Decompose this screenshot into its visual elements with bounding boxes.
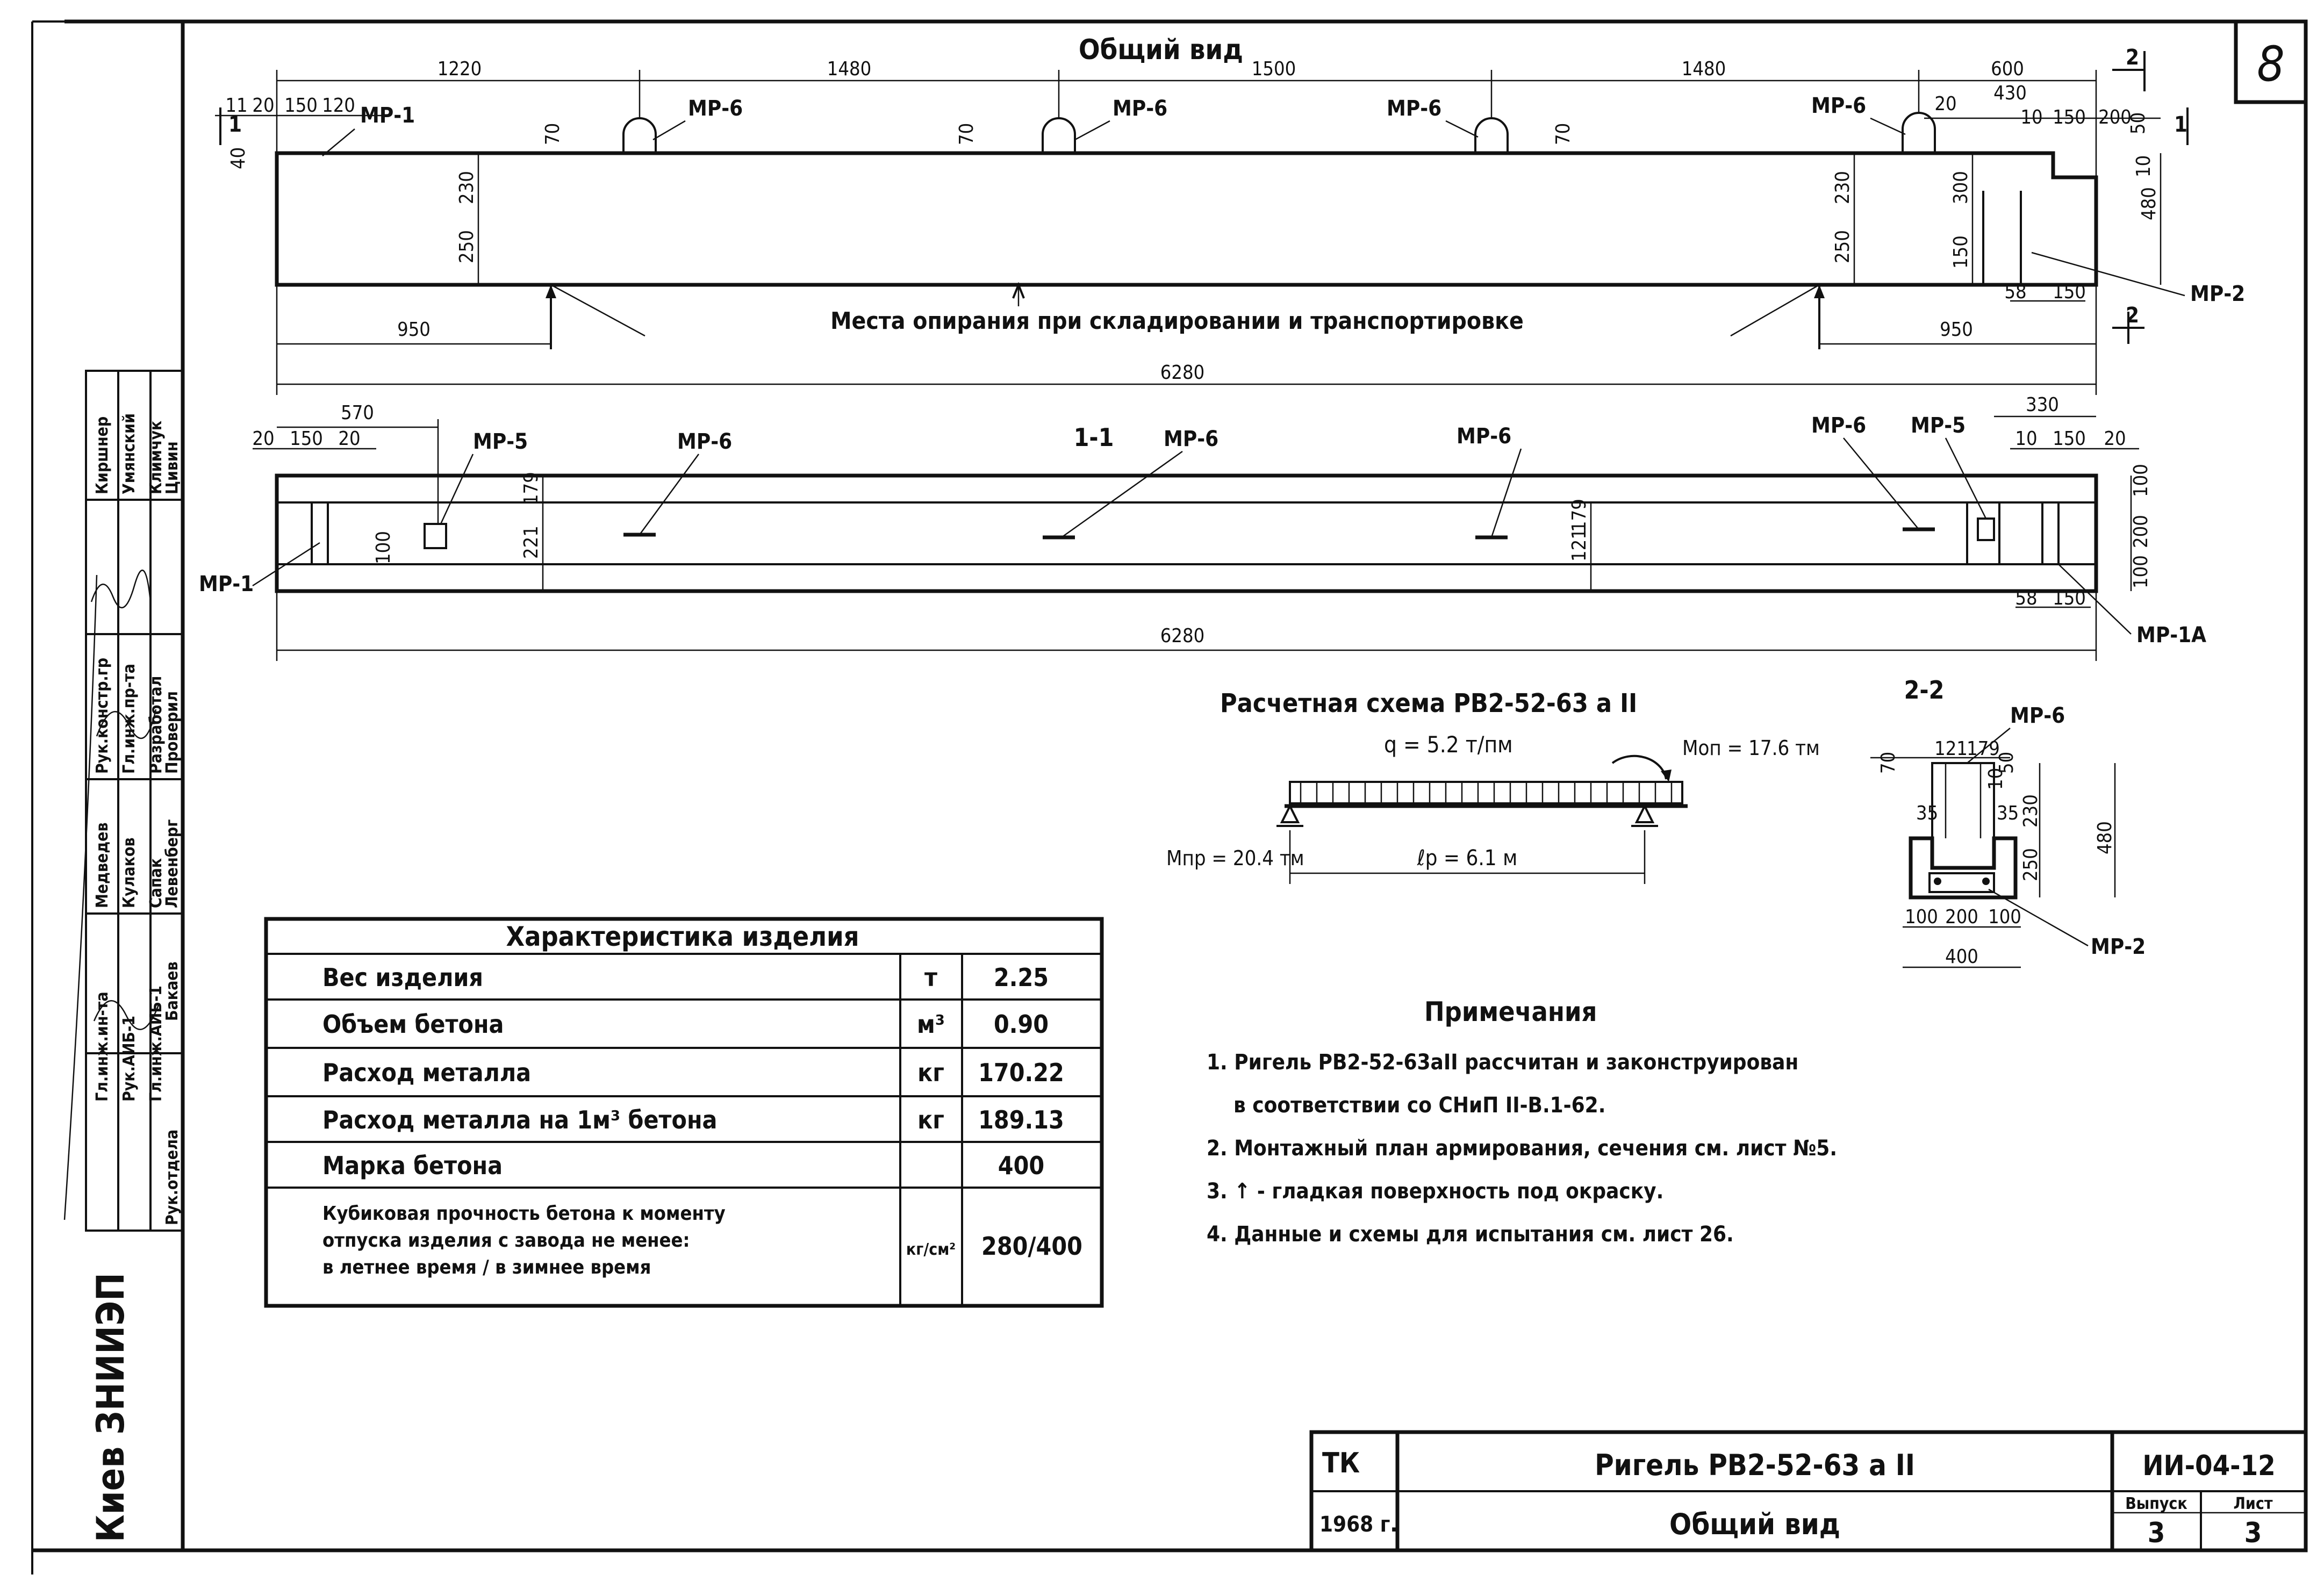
section-dim-121: 121 [1934, 738, 1968, 760]
title-subtitle: Общий вид [1669, 1507, 1840, 1541]
section-2-2-label: 2-2 [1904, 675, 1945, 704]
plan-side-100b: 100 [2130, 555, 2152, 588]
beam-plan [277, 476, 2096, 591]
plan-label-mp6-d: МР-6 [1811, 413, 1867, 438]
section-dim-480: 480 [2094, 821, 2116, 854]
section-dim-35b: 35 [1997, 802, 2019, 824]
dim-h-150: 150 [1950, 235, 1972, 269]
plan-label-mp6-a: МР-6 [677, 429, 733, 454]
title-sheet: 3 [2244, 1517, 2262, 1549]
part-label-mp6-c: МР-6 [1387, 96, 1442, 121]
note-2: 2. Монтажный план армирования, сечения см. лист №5. [1207, 1136, 1838, 1161]
row5-value: 400 [998, 1151, 1045, 1180]
title-year: 1968 г. [1319, 1512, 1398, 1537]
support-dist-right: 950 [1940, 319, 1973, 341]
stamp-role-5: Рук.констр.гр [93, 657, 112, 774]
row3-unit: кг [917, 1058, 944, 1087]
dim-loop-70-b: 70 [956, 123, 978, 145]
plan-label-mp6-b: МР-6 [1164, 427, 1219, 451]
plan-mid-221: 221 [520, 526, 542, 559]
plan-label-mp5-left: МР-5 [473, 429, 528, 454]
section-mark-1-right: 1 [2174, 112, 2188, 137]
plan-side-200: 200 [2130, 515, 2152, 548]
total-length-elev: 6280 [1160, 362, 1205, 384]
dim-left-40: 40 [227, 147, 249, 169]
plan-dim-20r: 20 [2104, 428, 2126, 450]
title-block [1311, 1432, 2306, 1550]
dim-top-3: 1500 [1251, 58, 1296, 80]
dim-loop-70-a: 70 [542, 123, 564, 145]
stamp-city: Киев ЗНИИЭП [89, 1273, 133, 1542]
section-outline [1911, 838, 2015, 897]
stamp-name-1: Медведев [93, 822, 112, 908]
dim-right-20: 20 [1934, 93, 1957, 115]
stamp-role-1: Гл.инж.ин-та [93, 991, 112, 1102]
plan-mid-179a: 179 [520, 472, 542, 505]
row4-value: 189.13 [978, 1105, 1064, 1134]
dim-h-230-left: 230 [456, 171, 478, 204]
part-label-mp6-d: МР-6 [1811, 94, 1867, 118]
plan-dim-20b: 20 [338, 428, 361, 450]
section-mark-1-left: 1 [228, 112, 242, 137]
dim-left-20: 20 [252, 95, 275, 117]
note-1: 1. Ригель РВ2-52-63аII рассчитан и законструирован [1207, 1050, 1799, 1075]
dim-h-10: 10 [2133, 155, 2155, 177]
stamp-role-2: Рук.АИБ-1 [120, 1016, 139, 1102]
row6-line3: в летнее время / в зимнее время [322, 1256, 651, 1278]
dim-h-250-left: 250 [456, 230, 478, 263]
stamp-name-5: Бакаев [163, 961, 182, 1021]
plan-dim-330: 330 [2026, 394, 2059, 416]
row2-name: Объем бетона [322, 1010, 504, 1039]
dim-h-250-right: 250 [1832, 230, 1854, 263]
row4-unit: кг [917, 1105, 944, 1134]
plan-mid-100-100: 100 [372, 531, 394, 564]
calc-scheme-title: Расчетная схема РВ2-52-63 а II [1220, 688, 1638, 718]
plan-bottom-150: 150 [2053, 587, 2086, 609]
dim-right-10: 10 [2020, 106, 2043, 128]
stamp-name-9: Цивин [163, 441, 182, 494]
stamp-name-7: Умянский [120, 413, 139, 494]
calc-moment-op: Mоп = 17.6 тм [1682, 736, 1820, 760]
calc-span: ℓр = 6.1 м [1417, 846, 1518, 871]
part-label-mp1-elev: МР-1 [360, 103, 415, 128]
plan-section-label: 1-1 [1073, 423, 1114, 452]
note-4: 4. Данные и схемы для испытания см. лист 26. [1207, 1222, 1734, 1247]
note-3: 3. ↑ - гладкая поверхность под окраску. [1207, 1179, 1664, 1204]
dim-h-480: 480 [2138, 187, 2160, 220]
plan-dim-10: 10 [2015, 428, 2038, 450]
row2-value: 0.90 [993, 1010, 1049, 1039]
row3-name: Расход металла [322, 1058, 532, 1087]
part-label-mp6-a: МР-6 [688, 96, 743, 121]
section-dim-179: 179 [1967, 738, 2000, 760]
row6-line2: отпуска изделия с завода не менее: [322, 1230, 690, 1252]
lifting-loop [623, 118, 656, 153]
sheet-number: 8 [2257, 36, 2285, 92]
section-dim-50: 50 [1996, 751, 2018, 774]
dim-top-5: 600 [1991, 58, 2024, 80]
table-title: Характеристика изделия [506, 921, 859, 952]
dim-top-1: 1220 [437, 58, 482, 80]
dim-top-2: 1480 [827, 58, 872, 80]
dim-left-120: 120 [322, 95, 355, 117]
stamp-role-7: Разработал [147, 675, 166, 774]
row6-value: 280/400 [981, 1232, 1082, 1261]
section-dim-35a: 35 [1916, 802, 1939, 824]
title-org: ТК [1322, 1447, 1360, 1479]
stamp-role-8: Проверил [163, 691, 182, 774]
section-mark-2-bottom: 2 [2126, 303, 2140, 328]
dim-top-4: 1480 [1681, 58, 1726, 80]
lifting-loop [1475, 118, 1508, 153]
support-label: Места опирания при складировании и транспортировке [830, 307, 1524, 335]
stamp-name-4: Левенберг [163, 819, 182, 908]
title-name: Ригель РВ2-52-63 а II [1595, 1448, 1915, 1482]
dim-right-50: 50 [2127, 112, 2149, 134]
part-label-mp6-b: МР-6 [1113, 96, 1168, 121]
support-dist-left: 950 [397, 319, 431, 341]
row4-name: Расход металла на 1м³ бетона [322, 1105, 718, 1134]
section-dim-100a: 100 [1905, 906, 1938, 928]
plan-mid-121: 121 [1568, 528, 1590, 562]
section-2-2 [1870, 675, 2146, 968]
dim-h-300: 300 [1950, 171, 1972, 204]
dim-h-230-right: 230 [1832, 171, 1854, 204]
stamp-role-4: Рук.отдела [163, 1129, 182, 1225]
row1-name: Вес изделия [322, 963, 483, 992]
calc-scheme [1166, 688, 1820, 884]
embedded-plate [425, 524, 446, 548]
part-label-mp2-elev: МР-2 [2190, 282, 2246, 306]
side-stamp [64, 371, 183, 1542]
dim-bottom-58: 58 [2004, 281, 2027, 303]
plan-bottom-58: 58 [2015, 587, 2038, 609]
row1-value: 2.25 [993, 963, 1049, 992]
dim-right-430: 430 [1993, 82, 2027, 104]
title-issue: 3 [2147, 1517, 2165, 1549]
row2-unit: м³ [917, 1010, 945, 1039]
notes [1207, 996, 1837, 1247]
plan-dim-150: 150 [290, 428, 323, 450]
stamp-name-6: Киршнер [93, 416, 112, 494]
dim-right-200: 200 [2098, 106, 2132, 128]
note-1b: в соответствии со СНиП II-В.1-62. [1233, 1093, 1606, 1118]
dim-left-150: 150 [284, 95, 318, 117]
title-code: ИИ-04-12 [2142, 1450, 2276, 1482]
section-dim-200: 200 [1945, 906, 1978, 928]
section-dim-250: 250 [2020, 848, 2042, 881]
stamp-name-8: Климчук [147, 420, 166, 494]
plan-side-100a: 100 [2130, 464, 2152, 497]
embedded-plate [1978, 519, 1994, 540]
general-view-title: Общий вид [1078, 34, 1244, 66]
total-length-plan: 6280 [1160, 625, 1205, 647]
characteristics-table [266, 919, 1102, 1306]
section-dim-100b: 100 [1988, 906, 2021, 928]
section-mark-2-top: 2 [2126, 45, 2140, 70]
plan-label-mp5-right: МР-5 [1911, 413, 1966, 438]
stamp-name-3: Сапак [147, 858, 166, 908]
section-part-mp6: МР-6 [2010, 703, 2065, 728]
signature-mark [64, 575, 97, 1220]
stamp-name-2: Кулаков [120, 837, 139, 908]
beam-elevation [277, 153, 2096, 285]
dim-loop-70-c: 70 [1552, 123, 1574, 145]
sheet-number-box [2236, 21, 2306, 102]
row5-name: Марка бетона [322, 1151, 503, 1180]
lifting-loop [1043, 118, 1075, 153]
plan-mid-179b: 179 [1568, 499, 1590, 532]
title-sheet-label: Лист [2233, 1494, 2273, 1513]
stamp-role-3: Гл.инж.АИБ-1 [147, 986, 166, 1102]
section-dim-400: 400 [1945, 946, 1978, 968]
plan-label-mp1: МР-1 [199, 572, 254, 596]
title-issue-label: Выпуск [2125, 1494, 2187, 1513]
notes-title: Примечания [1424, 996, 1597, 1027]
plan-dim-20a: 20 [252, 428, 275, 450]
dim-bottom-150: 150 [2053, 281, 2086, 303]
calc-load: q = 5.2 т/пм [1384, 731, 1513, 758]
plan-dim-150r: 150 [2053, 428, 2086, 450]
row6-line1: Кубиковая прочность бетона к моменту [322, 1203, 726, 1225]
row6-unit: кг/см² [906, 1240, 956, 1259]
dim-left-11: 11 [225, 95, 248, 117]
plan-label-mp6-c: МР-6 [1457, 424, 1512, 449]
general-view [215, 34, 2245, 395]
section-part-mp2: МР-2 [2091, 934, 2146, 959]
section-dim-230: 230 [2020, 794, 2042, 828]
plan-label-mp1a: МР-1А [2136, 623, 2207, 648]
section-dim-70: 70 [1877, 751, 1899, 774]
plan-dim-570: 570 [341, 402, 374, 424]
row3-value: 170.22 [978, 1058, 1064, 1087]
row1-unit: т [924, 963, 937, 992]
dim-right-150: 150 [2053, 106, 2086, 128]
plan-view [199, 394, 2206, 661]
calc-moment-pr: Mпр = 20.4 тм [1166, 846, 1304, 870]
section-dim-10: 10 [1985, 767, 2007, 790]
stamp-role-6: Гл.инж.пр-та [120, 664, 139, 774]
signature-mark [91, 570, 150, 608]
